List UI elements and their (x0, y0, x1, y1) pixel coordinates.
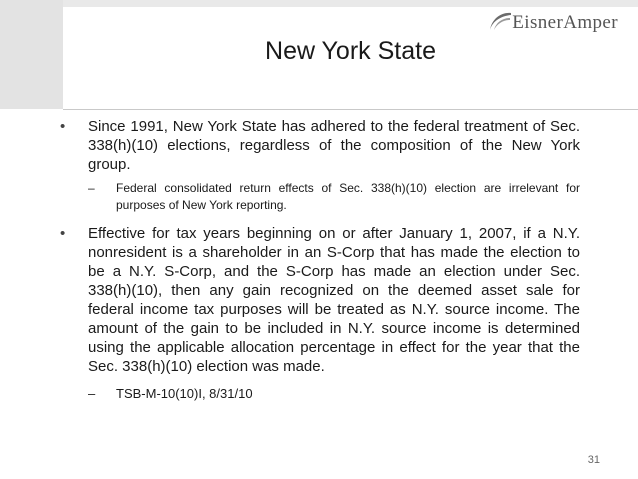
title-divider (63, 109, 638, 110)
sub-bullet-text: Federal consolidated return effects of Sec. 338(h)(10) election are irrelevant for purposes of New York reporting. (116, 181, 580, 212)
slide-title: New York State (265, 37, 436, 65)
page-number: 31 (587, 454, 600, 466)
left-decorative-panel (0, 0, 63, 109)
bullet-text: Effective for tax years beginning on or after January 1, 2007, if a N.Y. nonresident is a shareholder in an S-Corp that has made the election to be a N.Y. S-Corp, and the S-Corp has made an election under Sec. 338(h)(10), then any gain recognized on the deemed asset sale for federal income tax purposes will be treated as N.Y. source income. The amount of the gain to be included in N.Y. source income is determined using the applicable allocation percentage in effect for the year that the Sec. 338(h)(10) election was made. (88, 225, 580, 375)
sub-bullet-marker: – (88, 386, 96, 401)
sub-bullet-item (58, 180, 580, 214)
eisneramper-logo (484, 8, 618, 38)
sub-bullet-text: TSB-M-10(10)I, 8/31/10 (116, 386, 253, 401)
bullet-marker: • (60, 225, 66, 242)
top-decorative-band (63, 0, 638, 7)
bullet-text: Since 1991, New York State has adhered to the federal treatment of Sec. 338(h)(10) elections, regardless of the composition of the New York group. (88, 118, 580, 173)
bullet-item (58, 117, 580, 174)
sub-bullet-marker: – (88, 181, 95, 195)
sub-bullet-item (58, 385, 580, 402)
logo-swoosh-icon (484, 8, 514, 38)
bullet-item (58, 224, 580, 376)
bullet-marker: • (60, 118, 66, 135)
logo-wordmark: EisnerAmper (512, 12, 618, 33)
slide-content (58, 117, 580, 402)
